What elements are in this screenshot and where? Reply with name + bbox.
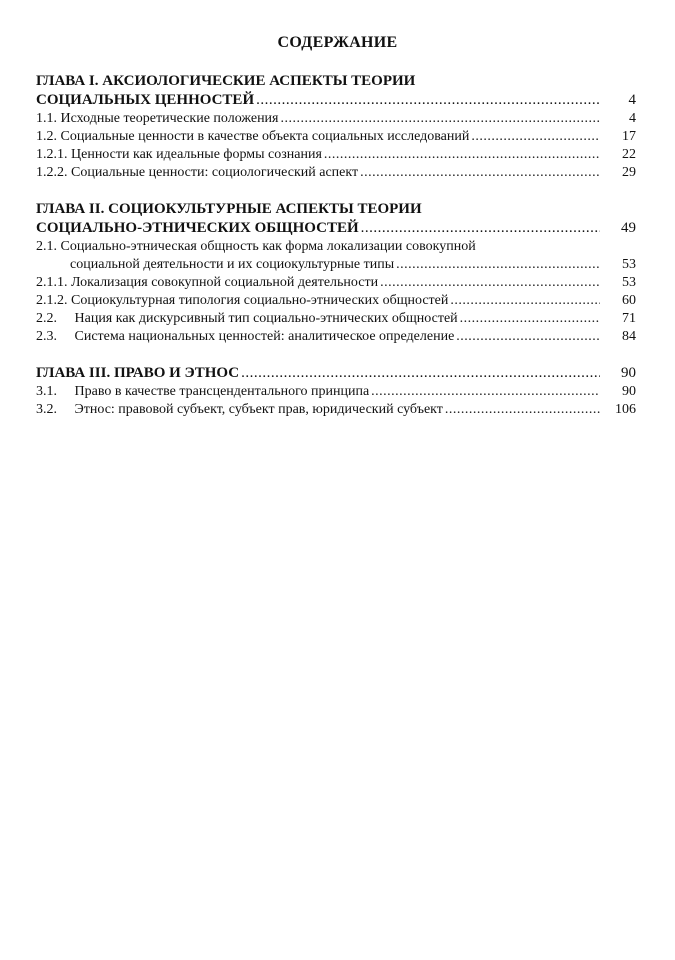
page-number: 29 xyxy=(622,165,636,180)
table-of-contents xyxy=(36,72,636,419)
page-number: 17 xyxy=(622,129,636,144)
chapter-title-line1: ГЛАВА II. СОЦИОКУЛЬТУРНЫЕ АСПЕКТЫ ТЕОРИИ xyxy=(36,201,422,217)
page-number: 90 xyxy=(621,365,636,381)
leader-dots xyxy=(361,219,600,238)
page-number: 53 xyxy=(622,257,636,272)
chapter-title-row xyxy=(36,364,636,383)
leader-dots xyxy=(445,401,600,419)
page-number: 60 xyxy=(622,293,636,308)
page-number: 90 xyxy=(622,384,636,399)
spacer xyxy=(36,182,636,200)
page-title: СОДЕРЖАНИЕ xyxy=(277,34,398,51)
leader-dots xyxy=(450,292,600,310)
toc-entry xyxy=(36,238,636,274)
page-number: 106 xyxy=(615,402,636,417)
leader-dots xyxy=(396,256,600,274)
entry-continuation xyxy=(36,256,636,274)
leader-dots xyxy=(324,146,600,164)
toc-entry xyxy=(36,128,636,146)
toc-entry xyxy=(36,274,636,292)
page-number: 22 xyxy=(622,147,636,162)
leader-dots xyxy=(256,91,600,110)
page-number: 49 xyxy=(621,220,636,236)
toc-entry xyxy=(36,110,636,128)
page-number: 53 xyxy=(622,275,636,290)
spacer xyxy=(36,346,636,364)
entry-text: 3.2. Этнос: правовой субъект, субъект прав, юридический субъект xyxy=(36,402,443,417)
leader-dots xyxy=(281,110,601,128)
entry-text: 2.2. Нация как дискурсивный тип социально-этнических общностей xyxy=(36,311,458,326)
chapter-1 xyxy=(36,72,636,110)
toc-entry xyxy=(36,383,636,401)
entry-text: 2.1.2. Социокультурная типология социально-этнических общностей xyxy=(36,293,449,308)
entry-text: 2.1. Социально-этническая общность как форма локализации совокупной xyxy=(36,239,476,254)
chapter-3 xyxy=(36,364,636,383)
page-number: 4 xyxy=(629,111,636,126)
leader-dots xyxy=(471,128,600,146)
toc-entry xyxy=(36,310,636,328)
toc-entry xyxy=(36,146,636,164)
chapter-2 xyxy=(36,200,636,238)
entry-text: 1.2.1. Ценности как идеальные формы сознания xyxy=(36,147,322,162)
toc-entry xyxy=(36,164,636,182)
entry-text: 1.2. Социальные ценности в качестве объекта социальных исследований xyxy=(36,129,470,144)
chapter-title-line1: ГЛАВА III. ПРАВО И ЭТНОС xyxy=(36,365,240,381)
toc-entry xyxy=(36,292,636,310)
chapter-title-line2: СОЦИАЛЬНО-ЭТНИЧЕСКИХ ОБЩНОСТЕЙ xyxy=(36,220,359,236)
leader-dots xyxy=(241,364,600,383)
leader-dots xyxy=(456,328,600,346)
leader-dots xyxy=(380,274,600,292)
entry-text: 1.1. Исходные теоретические положения xyxy=(36,111,279,126)
chapter-title-line1: ГЛАВА I. АКСИОЛОГИЧЕСКИЕ АСПЕКТЫ ТЕОРИИ xyxy=(36,73,416,89)
entry-text: 2.3. Система национальных ценностей: аналитическое определение xyxy=(36,329,455,344)
chapter-title-row xyxy=(36,91,636,110)
leader-dots xyxy=(371,383,600,401)
entry-text-continued: социальной деятельности и их социокультурные типы xyxy=(70,257,395,272)
page-number: 4 xyxy=(628,92,636,108)
entry-text: 2.1.1. Локализация совокупной социальной деятельности xyxy=(36,275,379,290)
toc-entry xyxy=(36,328,636,346)
leader-dots xyxy=(460,310,600,328)
chapter-title-line2: СОЦИАЛЬНЫХ ЦЕННОСТЕЙ xyxy=(36,92,255,108)
page-number: 84 xyxy=(622,329,636,344)
page-number: 71 xyxy=(622,311,636,326)
entry-text: 3.1. Право в качестве трансцендентального принципа xyxy=(36,384,370,399)
leader-dots xyxy=(360,164,600,182)
entry-text: 1.2.2. Социальные ценности: социологический аспект xyxy=(36,165,359,180)
toc-entry xyxy=(36,401,636,419)
chapter-title-row xyxy=(36,219,636,238)
